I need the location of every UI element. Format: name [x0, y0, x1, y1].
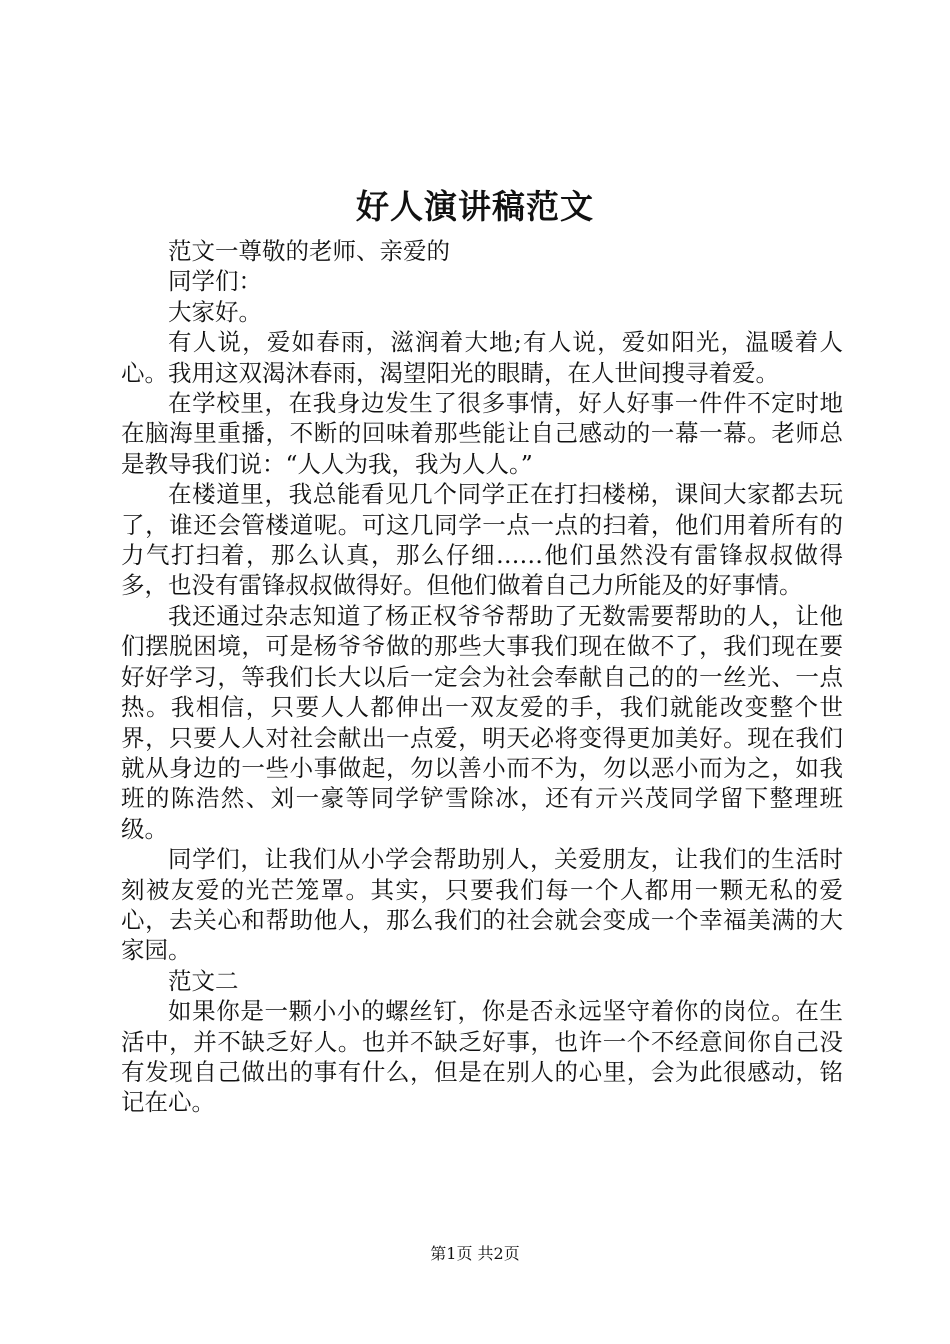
paragraph: 如果你是一颗小小的螺丝钉，你是否永远坚守着你的岗位。在生活中，并不缺乏好人。也并不缺乏好事，也许一个不经意间你自己没有发现自己做出的事有什么，但是在别人的心里，会为此很感动，铭记在心。: [121, 997, 843, 1117]
paragraph: 在楼道里，我总能看见几个同学正在打扫楼梯，课间大家都去玩了，谁还会管楼道呢。可这几同学一点一点的扫着，他们用着所有的力气打扫着，那么认真，那么仔细……他们虽然没有雷锋叔叔做得多，也没有雷锋叔叔做得好。但他们做着自己力所能及的好事情。: [121, 480, 843, 600]
paragraph-greeting: 范文一尊敬的老师、亲爱的: [168, 237, 450, 265]
document-body: [121, 236, 843, 1118]
page-footer: 第1页 共2页: [430, 1244, 520, 1263]
paragraph: 我还通过杂志知道了杨正权爷爷帮助了无数需要帮助的人，让他们摆脱困境，可是杨爷爷做的那些大事我们现在做不了，我们现在要好好学习，等我们长大以后一定会为社会奉献自己的的一丝光、一点热。我相信，只要人人都伸出一双友爱的手，我们就能改变整个世界，只要人人对社会献出一点爱，明天必将变得更加美好。现在我们就从身边的一些小事做起，勿以善小而不为，勿以恶小而为之，如我班的陈浩然、刘一豪等同学铲雪除冰，还有亓兴茂同学留下整理班级。: [121, 601, 843, 843]
paragraph-classmates: 同学们：: [168, 267, 262, 296]
paragraph: 在学校里，在我身边发生了很多事情，好人好事一件件不定时地在脑海里重播，不断的回味着那些能让自己感动的一幕一幕。老师总是教导我们说：“人人为我，我为人人。”: [121, 389, 843, 478]
section-heading-sample-two: 范文二: [168, 966, 239, 995]
paragraph: 同学们，让我们从小学会帮助别人，关爱朋友，让我们的生活时刻被友爱的光芒笼罩。其实，只要我们每一个人都用一颗无私的爱心，去关心和帮助他人，那么我们的社会就会变成一个幸福美满的大家园。: [121, 845, 843, 965]
paragraph: 有人说，爱如春雨，滋润着大地;有人说，爱如阳光，温暖着人心。我用这双渴沐春雨，渴望阳光的眼睛，在人世间搜寻着爱。: [121, 328, 843, 387]
document-title: 好人演讲稿范文: [356, 187, 594, 226]
paragraph-hello: 大家好。: [168, 297, 262, 326]
